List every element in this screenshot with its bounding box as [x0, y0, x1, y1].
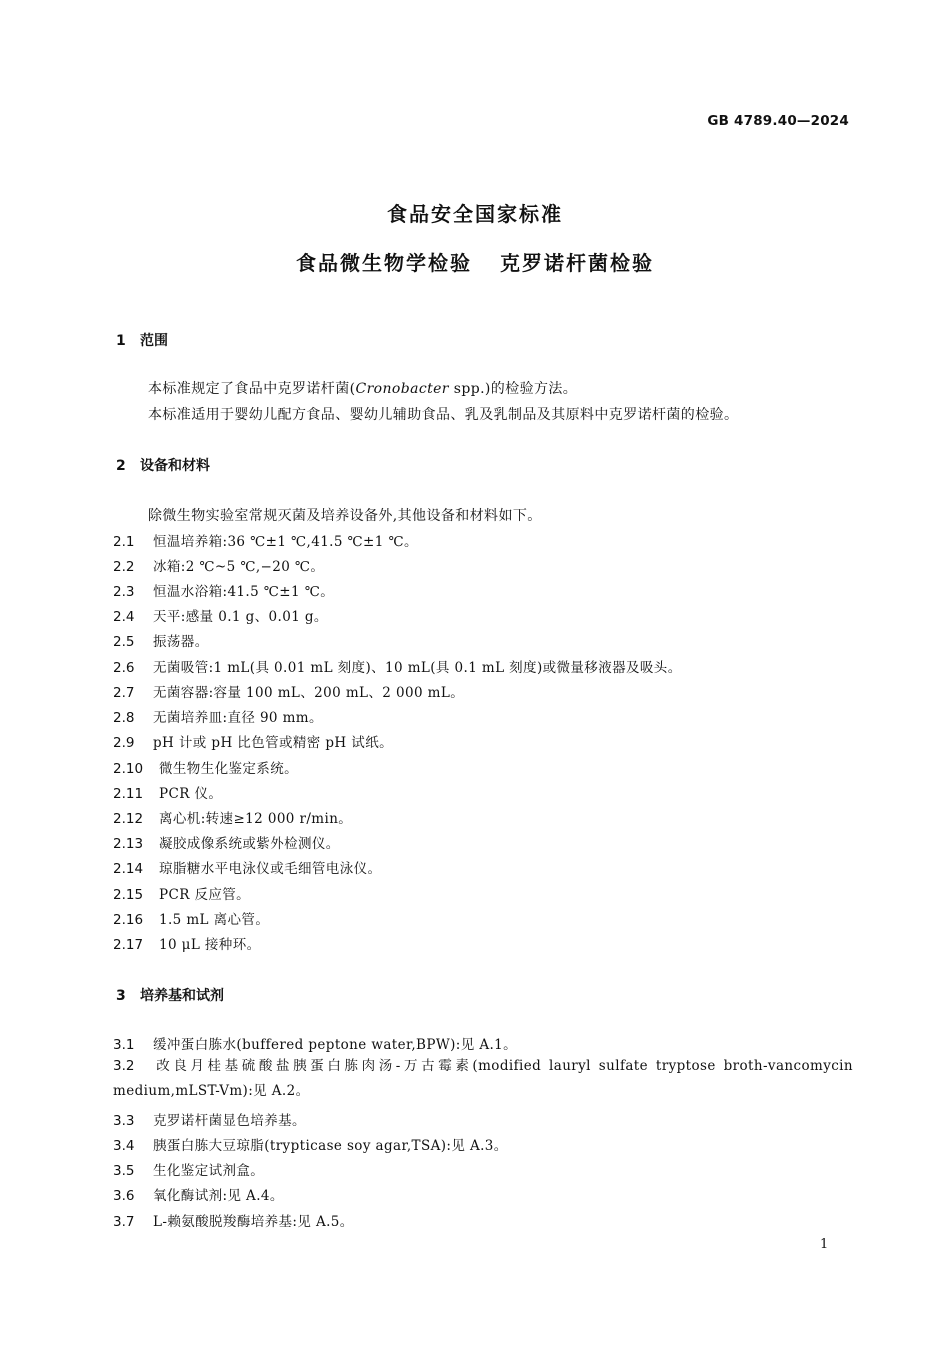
item-number: 3.6	[113, 1188, 135, 1204]
item-text: 生化鉴定试剂盒。	[153, 1163, 265, 1179]
item-text: 离心机:转速≥12 000 r/min。	[159, 811, 353, 827]
list-item	[113, 832, 340, 852]
document-title: 食品安全国家标准	[387, 202, 563, 226]
list-item	[113, 605, 328, 625]
item-text: 恒温培养箱:36 ℃±1 ℃,41.5 ℃±1 ℃。	[153, 534, 418, 550]
item-number: 3.3	[113, 1113, 135, 1129]
section-title: 范围	[140, 333, 168, 349]
list-item	[113, 1033, 517, 1053]
item-text: pH 计或 pH 比色管或精密 pH 试纸。	[153, 735, 394, 751]
item-text: 胰蛋白胨大豆琼脂(trypticase soy agar,TSA):见 A.3。	[153, 1138, 508, 1154]
item-text: 微生物生化鉴定系统。	[159, 761, 298, 777]
list-item	[113, 1184, 284, 1204]
list-item	[113, 555, 324, 575]
item-number: 3.1	[113, 1037, 135, 1053]
list-item	[113, 933, 261, 953]
item-number: 2.10	[113, 761, 144, 777]
item-text: L-赖氨酸脱羧酶培养基:见 A.5。	[153, 1214, 354, 1230]
item-text: 缓冲蛋白胨水(buffered peptone water,BPW):见 A.1。	[153, 1037, 518, 1053]
item-text: 无菌容器:容量 100 mL、200 mL、2 000 mL。	[153, 685, 465, 701]
list-item	[113, 731, 393, 751]
section-heading-scope	[116, 330, 168, 350]
list-item	[113, 782, 222, 802]
section-number: 3	[116, 988, 126, 1004]
list-item	[113, 757, 298, 777]
item-number: 2.4	[113, 609, 135, 625]
item-number: 3.4	[113, 1138, 135, 1154]
item-number: 3.7	[113, 1214, 135, 1230]
list-item	[113, 530, 418, 550]
list-item	[113, 1109, 306, 1129]
list-item	[113, 630, 209, 650]
italic-genus: Cronobacter	[355, 381, 449, 397]
subtitle-part-1: 食品微生物学检验	[296, 251, 472, 275]
section-heading-media-reagents	[116, 985, 224, 1005]
item-text: PCR 仪。	[159, 786, 223, 802]
list-item	[113, 807, 352, 827]
item-text: 无菌吸管:1 mL(具 0.01 mL 刻度)、10 mL(具 0.1 mL 刻度)或微量移液器及吸头。	[153, 660, 682, 676]
paragraph-scope-2: 本标准适用于婴幼儿配方食品、婴幼儿辅助食品、乳及乳制品及其原料中克罗诺杆菌的检验。	[148, 407, 739, 423]
item-number: 2.15	[113, 887, 144, 903]
item-text: 琼脂糖水平电泳仪或毛细管电泳仪。	[159, 861, 382, 877]
list-item	[113, 706, 323, 726]
section-title: 设备和材料	[140, 458, 210, 474]
item-text: 氧化酶试剂:见 A.4。	[153, 1188, 284, 1204]
item-text: 天平:感量 0.1 g、0.01 g。	[153, 609, 328, 625]
item-number: 2.11	[113, 786, 144, 802]
item-number: 2.6	[113, 660, 135, 676]
item-number: 3.5	[113, 1163, 135, 1179]
item-number: 2.3	[113, 584, 135, 600]
item-number: 2.12	[113, 811, 144, 827]
text-run: 本标准规定了食品中克罗诺杆菌(	[148, 381, 356, 397]
document-subtitle	[0, 247, 950, 276]
item-text: 无菌培养皿:直径 90 mm。	[153, 710, 323, 726]
item-number: 2.1	[113, 534, 135, 550]
item-text: 克罗诺杆菌显色培养基。	[153, 1113, 306, 1129]
item-text: 1.5 mL 离心管。	[159, 912, 270, 928]
item-text: 10 μL 接种环。	[159, 937, 261, 953]
paragraph-scope-1	[148, 378, 577, 398]
item-number: 2.2	[113, 559, 135, 575]
list-item	[113, 908, 269, 928]
paragraph-equipment-intro: 除微生物实验室常规灭菌及培养设备外,其他设备和材料如下。	[148, 508, 542, 524]
standard-code: GB 4789.40—2024	[707, 113, 849, 129]
list-item	[113, 580, 334, 600]
list-item	[113, 857, 381, 877]
list-item	[113, 883, 250, 903]
item-number: 2.17	[113, 937, 144, 953]
item-text: PCR 反应管。	[159, 887, 251, 903]
item-text: 振荡器。	[153, 634, 209, 650]
list-item	[113, 1134, 508, 1154]
page-number: 1	[820, 1237, 829, 1252]
item-number: 2.16	[113, 912, 144, 928]
subtitle-part-2: 克罗诺杆菌检验	[500, 251, 654, 275]
item-number: 2.5	[113, 634, 135, 650]
list-item	[113, 656, 682, 676]
item-text: 凝胶成像系统或紫外检测仪。	[159, 836, 340, 852]
item-text: 冰箱:2 ℃~5 ℃,−20 ℃。	[153, 559, 325, 575]
item-text: 恒温水浴箱:41.5 ℃±1 ℃。	[153, 584, 335, 600]
text-run: spp.)的检验方法。	[448, 381, 578, 397]
list-item	[113, 681, 464, 701]
item-number: 2.13	[113, 836, 144, 852]
section-number: 1	[116, 333, 126, 349]
list-item	[113, 1159, 264, 1179]
item-number: 2.7	[113, 685, 135, 701]
section-title: 培养基和试剂	[140, 988, 224, 1004]
section-number: 2	[116, 458, 126, 474]
list-item	[113, 1210, 354, 1230]
item-number: 2.9	[113, 735, 135, 751]
item-number: 3.2	[113, 1058, 135, 1074]
item-number: 2.8	[113, 710, 135, 726]
section-heading-equipment	[116, 455, 210, 475]
item-number: 2.14	[113, 861, 144, 877]
item-text: 改良月桂基硫酸盐胰蛋白胨肉汤-万古霉素(modified lauryl sulfate tryptose broth-vancomycin medium,mLST-Vm):见 A.2。	[113, 1058, 853, 1099]
list-item	[113, 1054, 853, 1104]
